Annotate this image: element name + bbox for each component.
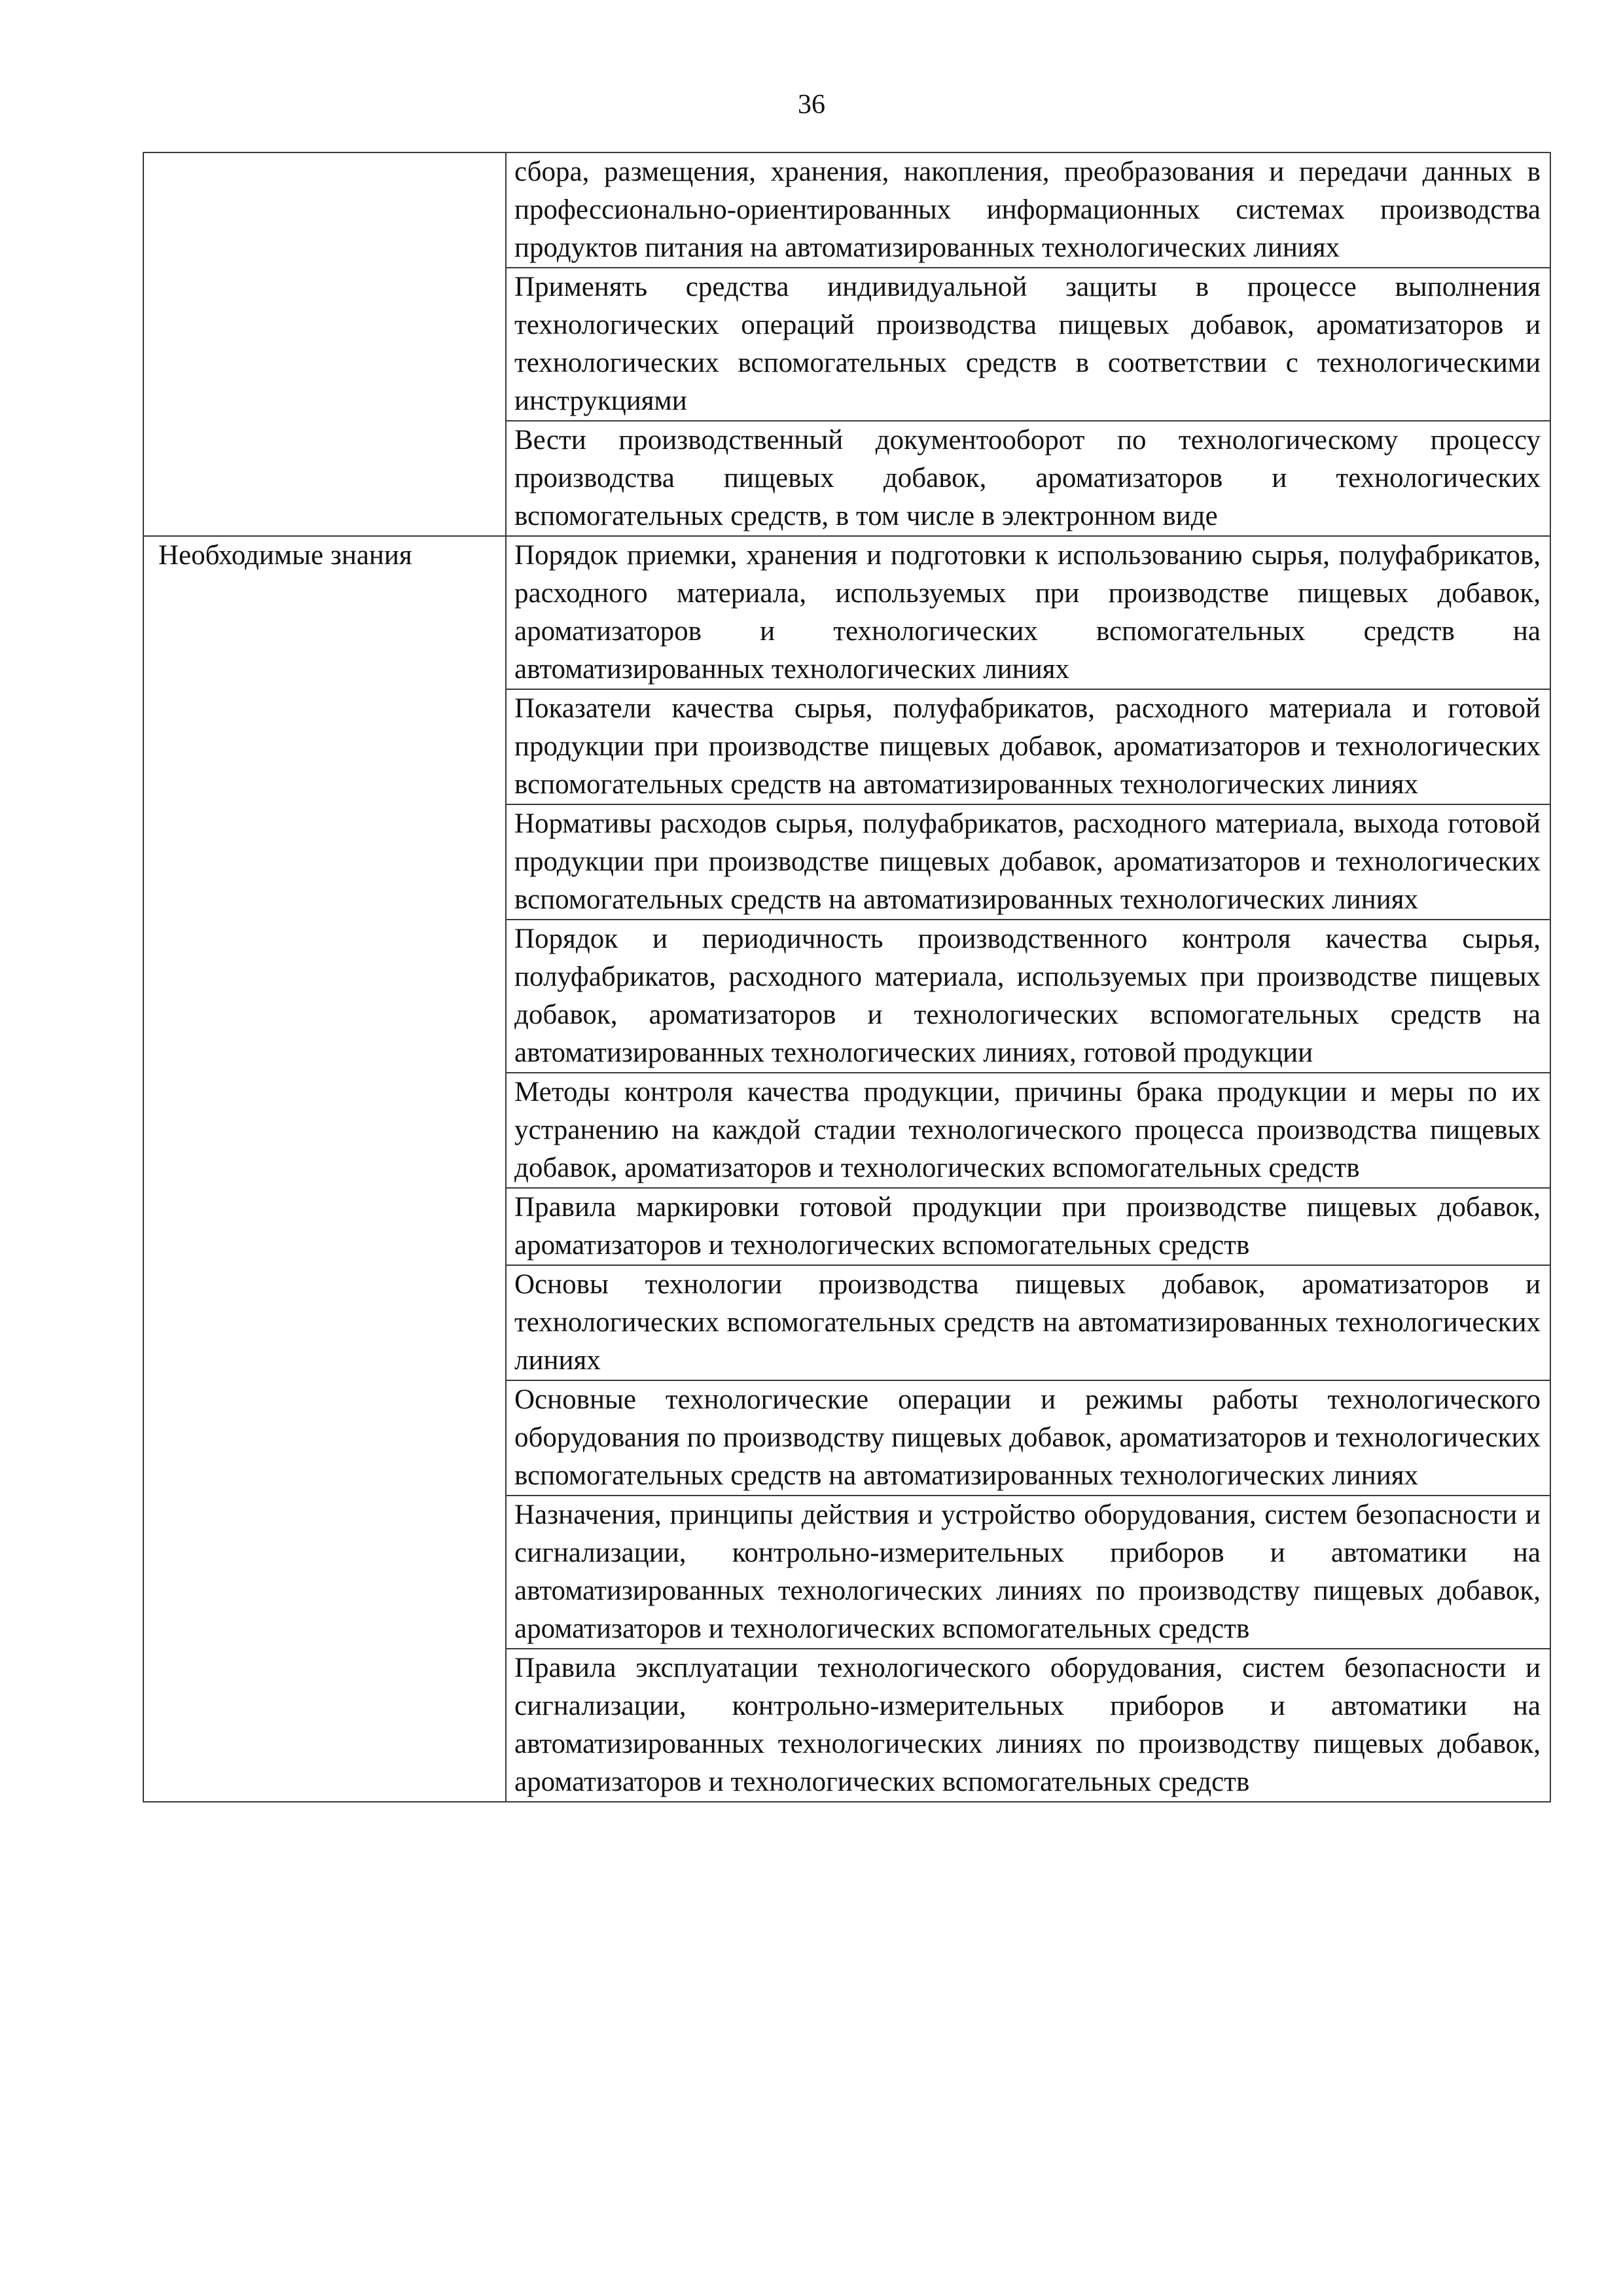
knowledge-item: Основы технологии производства пищевых добавок, ароматизаторов и технологических вспомогательных средств на автоматизированных технологических линиях bbox=[506, 1265, 1550, 1380]
knowledge-item: Порядок приемки, хранения и подготовки к использованию сырья, полуфабрикатов, расходного материала, используемых при производстве пищевых добавок, ароматизаторов и технологических вспомогательных средств на автоматизированных технологических линиях bbox=[506, 536, 1550, 689]
knowledge-item: Правила маркировки готовой продукции при производстве пищевых добавок, ароматизаторов и технологических вспомогательных средств bbox=[506, 1188, 1550, 1265]
table-row bbox=[143, 536, 1550, 689]
table-row bbox=[143, 152, 1550, 268]
knowledge-item: Методы контроля качества продукции, причины брака продукции и меры по их устранению на каждой стадии технологического процесса производства пищевых добавок, ароматизаторов и технологических вспомогательных средств bbox=[506, 1073, 1550, 1188]
page-number: 36 bbox=[798, 90, 825, 120]
knowledge-label: Необходимые знания bbox=[143, 536, 506, 1802]
knowledge-item: Назначения, принципы действия и устройство оборудования, систем безопасности и сигнализации, контрольно-измерительных приборов и автоматики на автоматизированных технологических линиях по производству пищевых добавок, ароматизаторов и технологических вспомогательных средств bbox=[506, 1496, 1550, 1649]
skill-item: Применять средства индивидуальной защиты в процессе выполнения технологических операций производства пищевых добавок, ароматизаторов и технологических вспомогательных средств в соответствии с технологическими инструкциями bbox=[506, 268, 1550, 421]
knowledge-item: Правила эксплуатации технологического оборудования, систем безопасности и сигнализации, контрольно-измерительных приборов и автоматики на автоматизированных технологических линиях по производству пищевых добавок, ароматизаторов и технологических вспомогательных средств bbox=[506, 1649, 1550, 1802]
skill-item: сбора, размещения, хранения, накопления, преобразования и передачи данных в профессионально-ориентированных информационных системах производства продуктов питания на автоматизированных технологических линиях bbox=[506, 152, 1550, 268]
knowledge-item: Показатели качества сырья, полуфабрикатов, расходного материала и готовой продукции при производстве пищевых добавок, ароматизаторов и технологических вспомогательных средств на автоматизированных технологических линиях bbox=[506, 689, 1550, 804]
requirements-table bbox=[143, 152, 1551, 1803]
empty-label-cell bbox=[143, 152, 506, 536]
knowledge-item: Нормативы расходов сырья, полуфабрикатов, расходного материала, выхода готовой продукции при производстве пищевых добавок, ароматизаторов и технологических вспомогательных средств на автоматизированных технологических линиях bbox=[506, 804, 1550, 920]
knowledge-item: Порядок и периодичность производственного контроля качества сырья, полуфабрикатов, расходного материала, используемых при производстве пищевых добавок, ароматизаторов и технологических вспомогательных средств на автоматизированных технологических линиях, готовой продукции bbox=[506, 920, 1550, 1073]
knowledge-item: Основные технологические операции и режимы работы технологического оборудования по производству пищевых добавок, ароматизаторов и технологических вспомогательных средств на автоматизированных технологических линиях bbox=[506, 1380, 1550, 1496]
skill-item: Вести производственный документооборот по технологическому процессу производства пищевых добавок, ароматизаторов и технологических вспомогательных средств, в том числе в электронном виде bbox=[506, 421, 1550, 536]
